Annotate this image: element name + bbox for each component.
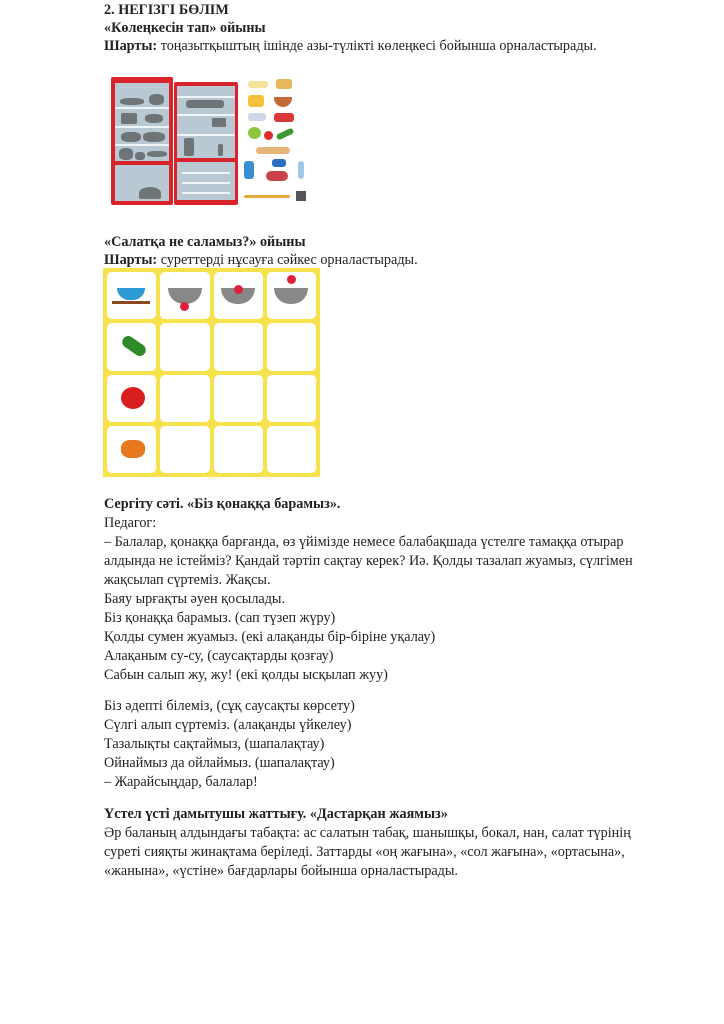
fish-icon [248,113,266,121]
butter-icon [248,81,268,88]
grid-cell-empty[interactable] [214,426,263,473]
exercise-line: Ойнаймыз да ойлаймыз. (шапалақтау) [104,755,335,771]
exercise-speaker: Педагог: [104,515,157,531]
table-exercise-line: Әр баланың алдындағы табақта: ас салатын табақ, шанышқы, бокал, нан, салат түрінің [104,825,631,841]
cucumber-icon [276,127,295,140]
berry-icon [234,285,243,294]
grid-cell-empty[interactable] [214,375,263,422]
berry-icon [287,275,296,284]
cheese-icon [248,95,264,107]
porridge-icon [274,97,292,107]
exercise-line: Біз қонаққа барамыз. (сап түзеп жүру) [104,610,336,626]
exercise-line: Біз әдепті білеміз, (сұқ саусақты көрсету) [104,698,355,714]
grid-cell-blue-bowl [107,272,156,319]
fridge-image [108,73,308,215]
grey-bowl-icon [274,288,308,304]
berry-icon [180,302,189,311]
cucumber-icon [120,334,148,359]
bottle-icon [298,161,304,179]
game1-condition [104,37,597,55]
sausage-icon [274,113,294,122]
exercise-line: алдында не істейміз? Қандай тәртіп сақтау керек? Иә. Қолды тазалап жуамыз, сүлгімен [104,553,633,569]
grid-cell-berry-under[interactable] [160,272,209,319]
condition-text: суреттерді нұсауға сәйкес орналастырады. [157,252,418,268]
brand-logo [244,195,290,198]
blue-bowl-icon [117,288,145,300]
salad-grid [103,268,320,477]
bread-icon [276,79,292,89]
grid-cell-empty[interactable] [160,375,209,422]
grid-cell-pepper [107,426,156,473]
grid-cell-empty[interactable] [160,426,209,473]
fridge-left [111,77,173,205]
tomato-icon [121,387,145,409]
grid-cell-empty[interactable] [267,323,316,370]
condition-label: Шарты: [104,38,158,54]
table-exercise-line: «жанына», «үстіне» бағдарлары бойынша орналастырады. [104,863,458,879]
condition-label: Шарты: [104,252,158,268]
grid-cell-empty[interactable] [267,375,316,422]
exercise-line: жақсылап сүртеміз. Жақсы. [104,572,271,588]
cabbage-icon [248,127,261,139]
milk-carton-icon [244,161,254,179]
tomato-icon [264,131,273,140]
table-exercise-title: Үстел үсті дамытушы жаттығу. «Дастарқан жаямыз» [104,806,448,822]
grid-cell-berry-in[interactable] [214,272,263,319]
game2-title: «Салатқа не саламыз?» ойыны [104,234,306,250]
exercise-line: Тазалықты сақтаймыз, (шапалақтау) [104,736,325,752]
exercise-line: Сабын салып жу, жу! (екі қолды ысқылап жуу) [104,667,388,683]
grid-cell-empty[interactable] [214,323,263,370]
exercise-line: Алақаным су-су, (саусақтарды қозғау) [104,648,334,664]
grid-cell-empty[interactable] [267,426,316,473]
qr-code-icon [296,191,306,201]
exercise-line: – Балалар, қонаққа барғанда, өз үйімізде немесе балабақшада үстелге тамаққа отырар [104,534,624,550]
grid-cell-cucumber [107,323,156,370]
exercise-line: – Жарайсыңдар, балалар! [104,774,258,790]
section-heading: 2. НЕГІЗГІ БӨЛІМ [104,2,229,18]
fridge-right [174,82,238,205]
exercise-line: Қолды сумен жуамыз. (екі алақанды бір-біріне уқалау) [104,629,436,645]
exercise-line: Баяу ырғақты әуен қосылады. [104,591,286,607]
exercise-line: Сүлгі алып сүртеміз. (алақанды үйкелеу) [104,717,352,733]
grid-cell-tomato [107,375,156,422]
exercise-title: Сергіту сәті. «Біз қонаққа барамыз». [104,496,341,512]
table-exercise-line: суреті сияқты жинақтама беріледі. Заттарды «оң жағына», «сол жағына», «ортасына», [104,844,625,860]
condition-text: тоңазытқыштың ішінде азы-түлікті көлеңкесі бойынша орналастырады. [157,38,597,54]
grid-cell-berry-above[interactable] [267,272,316,319]
yogurt-icon [272,159,286,167]
pepper-icon [121,440,145,458]
meat-icon [266,171,288,181]
grid-cell-empty[interactable] [160,323,209,370]
game1-title: «Көлеңкесін тап» ойыны [104,20,266,36]
game2-condition [104,251,418,269]
eggs-icon [256,147,290,154]
